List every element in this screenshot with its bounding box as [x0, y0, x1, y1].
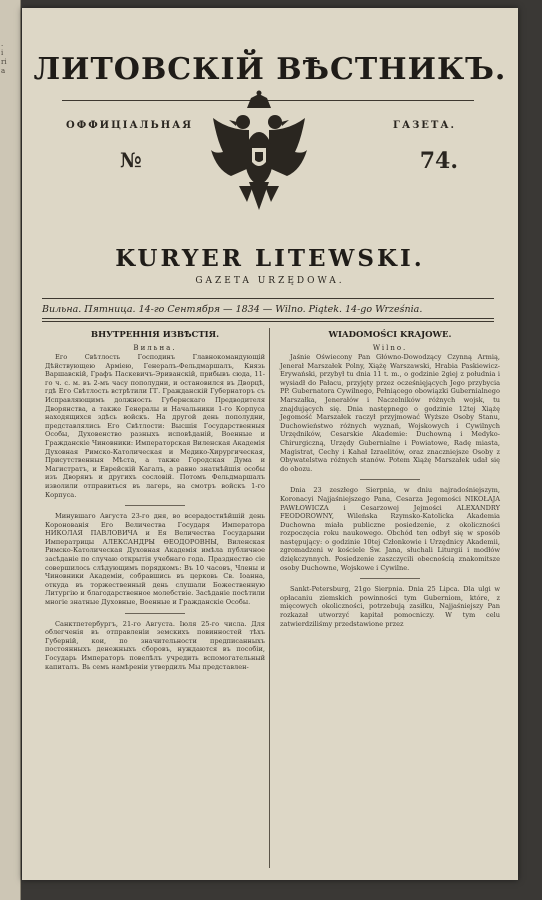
section-heading: WIADOMOŚCI KRAJOWE.	[328, 330, 452, 340]
place-heading: Вильна.	[133, 344, 177, 352]
issue-number-label: №	[120, 148, 142, 172]
place-heading: Wilno.	[372, 344, 408, 352]
masthead-subtitle-polish: GAZETA URZĘDOWA.	[195, 276, 345, 286]
masthead-gazeta-label: ГАЗЕТА.	[393, 120, 456, 131]
issue-number: 74.	[419, 148, 458, 174]
separator	[360, 578, 420, 579]
masthead-title-russian: ЛИТОВСКIЙ ВѢСТНИКЪ.	[33, 52, 507, 87]
article-paragraph: Его Свѣтлость Господинъ Главнокомандующiй Дѣйствующею Армiею, Генералъ-Фельдмаршалъ, Князь Варшавскiй, Графъ Паскевичъ-Эриванскiй, прибывъ сюда, 11-го ч. с. м. въ 2-мъ часу пополудни, и остановился въ Дворцѣ, гдѣ Его Свѣтлость встрѣтили ГГ. Гражданскiй Губернаторъ съ Исправляющимъ должность Губернскаго Предводителя Дворянства, а также Генералы и Начальники 1-го Корпуса находящихся здѣсь войскъ. На другой день пополудни, представлялись Его Свѣтлости: Высшiя Государственныя Особы, Духовенство разныхъ исповѣданiй, Военные и Гражданскiе Чиновники: Императорская Виленская Академiя Духовная Римско-Католическая и Медико-Хирургическая, Присутственныя Мѣста, а также Городская Дума и Магистратъ, и Еврейскiй Кагалъ, а равно знатнѣйшiя особы изъ Дворянъ и другихъ сословiй. Потомъ Фельдмаршалъ изволили отправиться въ лагерь, на смотръ войскъ 1-го Корпуса.	[45, 353, 265, 499]
adjacent-page-edge: . i ri a	[0, 0, 21, 900]
article-paragraph: Санктпетербургъ, 21-го Августа. Iюля 25-го числа. Для облегченiя въ отправленiи земскихъ повинностей тѣхъ Губернiй, кои, по значительности предписанныхъ постоянныхъ денежныхъ сборовъ, нуждаются въ пособiи, Государь Императоръ повелѣлъ учредить вспомогательный капиталъ. Вь семъ намѣренiи утвердилъ Мы представлен-	[45, 619, 265, 671]
section-heading: ВНУТРЕННIЯ ИЗВѢСТIЯ.	[90, 330, 220, 340]
masthead-official-label: ОФФИЦIАЛЬНАЯ	[66, 120, 194, 131]
column-divider	[269, 328, 270, 868]
double-headed-eagle-icon	[209, 90, 309, 225]
separator	[125, 613, 185, 614]
dateline: Вильна. Пятница. 14-го Сентября — 1834 — Wilno. Piątek. 14-go Września.	[42, 304, 423, 315]
article-paragraph: Минувшаго Августа 23-го дня, во всерадостнѣйшiй день Коронованiя Его Величества Государя Императора НИКОЛАЯ ПАВЛОВИЧА и Ея Величества Государыни Императрицы АЛЕКСАНДРЫ ѲЕОДОРОВНЫ, Виленская Римско-Католическая Духовная Академiя имѣла публичное засѣданiе по случаю открытiя учебнаго года. Празднество сiе совершилось слѣдующимъ порядкомъ: Въ 10 часовъ, Члены и Чиновники Академiи, собравшись въ церковь Св. Iоанна, откуда въ торжественный день слушали Божественную Литургiю и благодарственное молебствiе. Засѣданiе посѣтили многiе знатные Духовные, Военные и Гражданскiе Особы.	[45, 512, 265, 607]
newspaper-page	[22, 8, 518, 880]
masthead-title-polish: KURYER LITEWSKI.	[115, 245, 425, 272]
dateline-double-rule	[42, 321, 494, 322]
separator	[125, 505, 185, 506]
dateline-top-rule	[42, 298, 494, 299]
article-paragraph: Jaśnie Oświecony Pan Główno-Dowodzący Czynną Armią, Jenerał Marszałek Polny, Xiążę Warszawski, Hrabia Paskiewicz-Erywański, przybył tu dnia 11 t. m., o godzinie 2giej z południa i wysiadł do Pałacu, przyjęty przez ocześnięjących Jego przybycia PP. Gubernatora Cywilnego, Pełniącego obowiązki Gubernialnego Marszałka, Jenerałów i Naczelników różnych wojsk, tu znajdujących się. Dnia następnego o godzinie 12tej Xiążę Jegomość Marszałek raczył przyjmować Wyższe Osoby Stanu, Duchowieństwo różnych wyznań, Wojskowych i Cywilnych Urzędników, Cesarskie Akademie: Duchowną i Medyko-Chirurgiczną, Urzędy Gubernialne i Powiatowe, Radę miasta, Magistrat, Cechy i Kahał Izraelitów, oraz znaczniejsze Osoby z Obywatelstwa różnych stanów. Potem Xiążę Marszałek udał się do obozu.	[280, 353, 500, 473]
separator	[360, 479, 420, 480]
article-paragraph: Dnia 23 zeszłego Sierpnia, w dniu najradośniejszym, Koronacyi Najjaśniejszego Pana, Cesarza Jegomości NIKOŁAJA PAWŁOWICZA i Cesarzowej Jejmości ALEXANDRY FEODOROWNY, Wileńska Rzymsko-Katolicka Akademia Duchowna miała publiczne posiedzenie, z okoliczności rozpoczęcia roku naukowego. Obchód ten odbył się w sposób następujący: o godzinie 10tej Członkowie i Urzędnicy Akademii, zgromadzeni w kościele Św. Jana, słuchali Liturgii i modłów dziękczynnych. Posiedzenie zaszczycili obecnością znakomitsze osoby Duchowne, Wojskowe i Cywilne.	[280, 486, 500, 572]
left-column-russian	[45, 330, 265, 677]
dateline-bottom-rule	[42, 318, 494, 319]
right-column-polish	[280, 330, 500, 634]
article-paragraph: Sankt-Petersburg, 21go Sierpnia. Dnia 25 Lipca. Dla ulgi w opłacaniu ziemskich powinności tym Guberniom, które, z mięcowych okoliczności, potrzebują zasiłku, Najjaśniejszy Pan rozkazał utworzyć kapitał pomocniczy. W tym celu zatwierdziliśmy przedstawione przez	[280, 585, 500, 628]
